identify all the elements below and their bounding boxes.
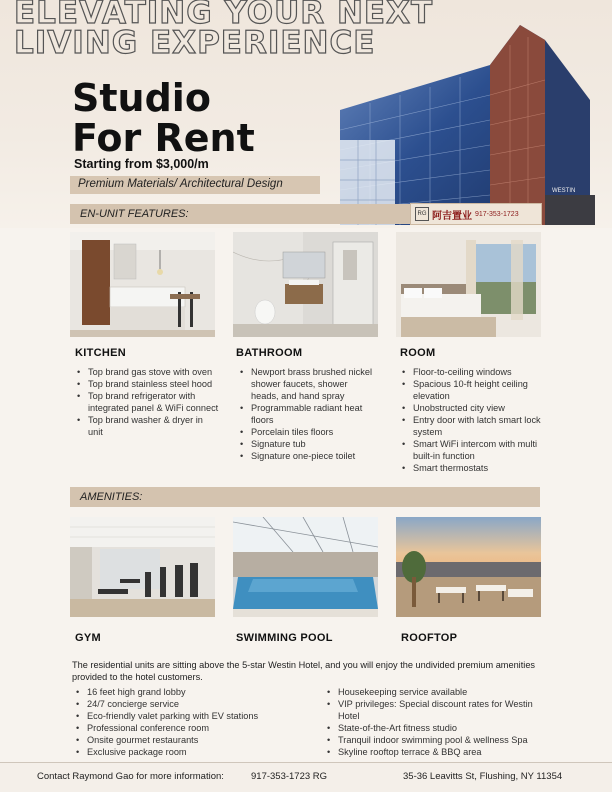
listing-title-line-1: Studio (72, 76, 211, 120)
headline-line-2: LIVING EXPERIENCE (14, 25, 376, 61)
room-photo (396, 232, 541, 337)
list-item: • Floor-to-ceiling windows (400, 366, 545, 378)
listing-title (72, 78, 255, 158)
footer-phone: 917-353-1723 RG (251, 771, 328, 782)
list-item: • Spacious 10-ft height ceiling elevation (400, 378, 545, 402)
footer (0, 763, 612, 792)
amenities-list-right (325, 686, 555, 758)
list-item: • VIP privileges: Special discount rates for Westin Hotel (325, 698, 555, 722)
building-image (340, 25, 602, 225)
amenities-intro: The residential units are sitting above the 5-star Westin Hotel, and you will enjoy the undivided premium amenities provided to the hotel customers. (72, 660, 536, 682)
price-text: Starting from $3,000/m (74, 157, 209, 171)
list-item: • Signature tub (238, 438, 376, 450)
list-item: • Newport brass brushed nickel shower faucets, shower heads, and hand spray (238, 366, 376, 402)
materials-banner: Premium Materials/ Architectural Design (70, 176, 320, 194)
list-item: • Top brand gas stove with oven (75, 366, 220, 378)
footer-contact: Contact Raymond Gao for more information: (37, 771, 224, 782)
list-item: • Housekeeping service available (325, 686, 555, 698)
list-item: • Onsite gourmet restaurants (74, 734, 319, 746)
agent-logo: RG (415, 207, 429, 221)
list-item: • Porcelain tiles floors (238, 426, 376, 438)
list-item: • Top brand washer & dryer in unit (75, 414, 220, 438)
kitchen-photo (70, 232, 215, 337)
list-item: • Top brand stainless steel hood (75, 378, 220, 390)
agent-phone: 917-353-1723 (475, 210, 519, 218)
room-list (400, 366, 545, 474)
list-item: • Eco-friendly valet parking with EV stations (74, 710, 319, 722)
footer-address: 35-36 Leavitts St, Flushing, NY 11354 (403, 771, 563, 782)
list-item: • 24/7 concierge service (74, 698, 319, 710)
pool-title: SWIMMING POOL (236, 632, 333, 644)
list-item: • Signature one-piece toilet (238, 450, 376, 462)
kitchen-list (75, 366, 220, 438)
hero-section (0, 0, 612, 228)
pool-photo (233, 517, 378, 617)
listing-title-line-2: For Rent (72, 116, 255, 160)
list-item: • Unobstructed city view (400, 402, 545, 414)
list-item: • Skyline rooftop terrace & BBQ area (325, 746, 555, 758)
list-item: • Smart WiFi intercom with multi built-in function (400, 438, 545, 462)
bathroom-title: BATHROOM (236, 347, 303, 359)
list-item: • Smart thermostats (400, 462, 545, 474)
agent-badge (410, 203, 542, 225)
features-label: EN-UNIT FEATURES: (80, 208, 189, 220)
list-item: • Entry door with latch smart lock system (400, 414, 545, 438)
bathroom-list (238, 366, 376, 462)
kitchen-title: KITCHEN (75, 347, 126, 359)
gym-photo (70, 517, 215, 617)
building-sign: WESTIN (552, 188, 576, 194)
gym-title: GYM (75, 632, 101, 644)
list-item: • Programmable radiant heat floors (238, 402, 376, 426)
list-item: • State-of-the-Art fitness studio (325, 722, 555, 734)
list-item: • Exclusive package room (74, 746, 319, 758)
rooftop-photo (396, 517, 541, 617)
amenities-list-left (74, 686, 319, 758)
bathroom-photo (233, 232, 378, 337)
list-item: • Top brand refrigerator with integrated panel & WiFi connect (75, 390, 220, 414)
amenities-label: AMENITIES: (80, 491, 143, 503)
list-item: • 16 feet high grand lobby (74, 686, 319, 698)
headline-line-1: ELEVATING YOUR NEXT (14, 0, 434, 31)
agent-name: 阿吉置业 (432, 210, 472, 222)
room-title: ROOM (400, 347, 436, 359)
amenities-bar (70, 487, 540, 507)
list-item: • Tranquil indoor swimming pool & wellness Spa (325, 734, 555, 746)
list-item: • Professional conference room (74, 722, 319, 734)
rooftop-title: ROOFTOP (401, 632, 458, 644)
